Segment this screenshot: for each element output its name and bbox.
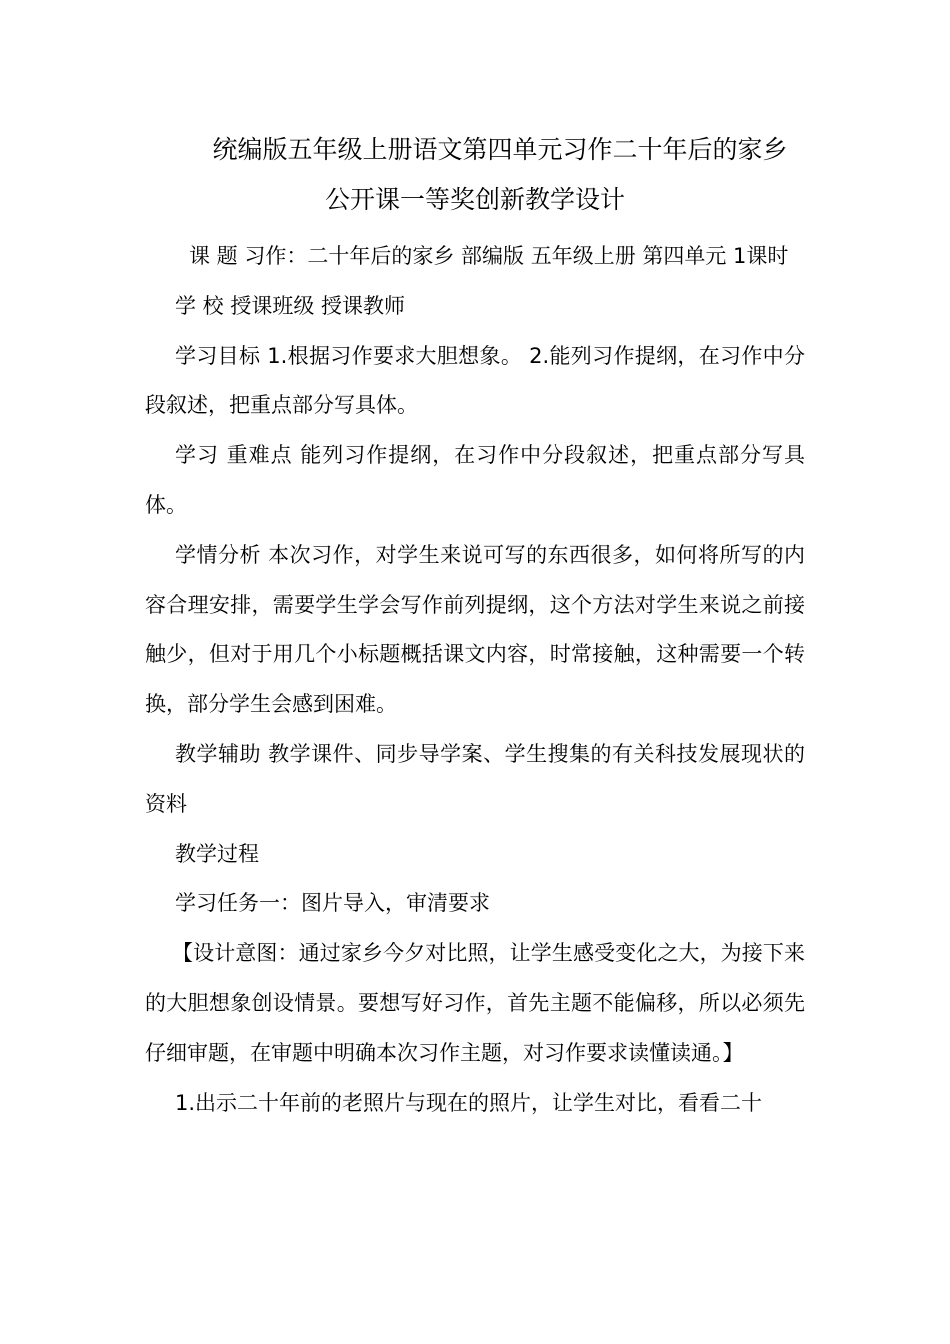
paragraph-lesson-topic: 课 题 习作：二十年后的家乡 部编版 五年级上册 第四单元 1课时 xyxy=(189,244,789,268)
paragraph-student-analysis: 学情分析 本次习作，对学生来说可写的东西很多，如何将所写的内容合理安排，需要学生学会写作前列提纲，这个方法对学生来说之前接触少，但对于用几个小标题概括课文内容，时常接触，这种需要一个转换，部分学生会感到困难。 xyxy=(145,542,805,717)
paragraph-step-one: 1.出示二十年前的老照片与现在的照片，让学生对比，看看二十 xyxy=(175,1090,763,1115)
paragraph-learning-goals: 学习目标 1.根据习作要求大胆想象。 2.能列习作提纲，在习作中分段叙述，把重点部分写具体。 xyxy=(145,343,805,418)
document-title-line-2: 公开课一等奖创新教学设计 xyxy=(324,185,625,214)
document-body xyxy=(145,232,805,1128)
paragraph-teaching-process: 教学过程 xyxy=(175,841,259,866)
paragraph-teaching-aids: 教学辅助 教学课件、同步导学案、学生搜集的有关科技发展现状的资料 xyxy=(145,741,805,816)
paragraph-design-intent: 【设计意图：通过家乡今夕对比照，让学生感受变化之大，为接下来的大胆想象创设情景。要想写好习作，首先主题不能偏移，所以必须先仔细审题，在审题中明确本次习作主题，对习作要求读懂读通。】 xyxy=(145,941,805,1065)
paragraph-task-one: 学习任务一：图片导入，审清要求 xyxy=(175,891,490,916)
paragraph-school-info: 学 校 授课班级 授课教师 xyxy=(175,293,406,318)
document-title-line-1: 统编版五年级上册语文第四单元习作二十年后的家乡 xyxy=(212,135,788,164)
paragraph-key-points: 学习 重难点 能列习作提纲，在习作中分段叙述，把重点部分写具体。 xyxy=(145,443,805,517)
